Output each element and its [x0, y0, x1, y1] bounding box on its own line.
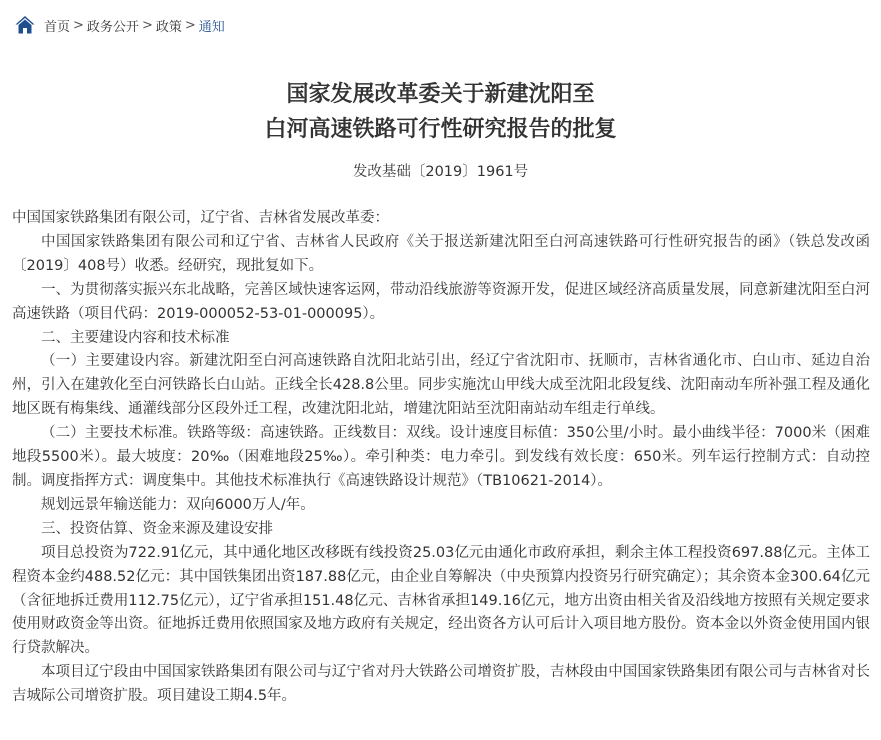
section-heading-investment: 三、投资估算、资金来源及建设安排 — [41, 520, 273, 537]
document-title — [0, 77, 881, 147]
breadcrumb-separator: > — [141, 17, 153, 33]
section-heading-construction: 二、主要建设内容和技术标准 — [41, 329, 230, 346]
paragraph-capital-expansion: 本项目辽宁段由中国国家铁路集团有限公司与辽宁省对丹大铁路公司增资扩股，吉林段由中国国家铁路集团有限公司与吉林省对长吉城际公司增资扩股。项目建设工期4.5年。 — [12, 664, 870, 705]
paragraph-approval: 一、为贯彻落实振兴东北战略，完善区域快速客运网，带动沿线旅游等资源开发，促进区域经济高质量发展，同意新建沈阳至白河高速铁路（项目代码：2019-000052-53-01-000095）。 — [12, 281, 870, 322]
breadcrumb-separator: > — [184, 17, 196, 33]
breadcrumb-notice-link[interactable]: 通知 — [198, 19, 225, 35]
document-body — [12, 207, 870, 709]
document-number: 发改基础〔2019〕1961号 — [352, 164, 529, 180]
paragraph-acknowledgement: 中国国家铁路集团有限公司和辽宁省、吉林省人民政府《关于报送新建沈阳至白河高速铁路可行性研究报告的函》（铁总发改函〔2019〕408号）收悉。经研究，现批复如下。 — [12, 233, 870, 274]
breadcrumb-government-affairs-link[interactable]: 政务公开 — [86, 19, 139, 35]
home-icon[interactable] — [14, 14, 36, 36]
paragraph-construction-content: （一）主要建设内容。新建沈阳至白河高速铁路自沈阳北站引出，经辽宁省沈阳市、抚顺市，吉林省通化市、白山市、延边自治州，引入在建敦化至白河铁路长白山站。正线全长428.8公里。同步实施沈山甲线大成至沈阳北段复线、沈阳南动车所补强工程及通化地区既有梅集线、通灌线部分区段外迁工程，改建沈阳北站，增建沈阳站至沈阳南站动车组走行单线。 — [12, 353, 870, 418]
paragraph-technical-standards: （二）主要技术标准。铁路等级：高速铁路。正线数目：双线。设计速度目标值：350公里/小时。最小曲线半径：7000米（困难地段5500米）。最大坡度：20‰（困难地段25‰）。牵引种类：电力牵引。到发线有效长度：650米。列车运行控制方式：自动控制。调度指挥方式：调度集中。其他技术标准执行《高速铁路设计规范》（TB10621-2014）。 — [12, 425, 870, 489]
breadcrumb-separator: > — [73, 17, 84, 33]
paragraph-investment: 项目总投资为722.91亿元，其中通化地区改移既有线投资25.03亿元由通化市政府承担，剩余主体工程投资697.88亿元。主体工程资本金约488.52亿元：其中国铁集团出资187.88亿元，由企业自筹解决（中央预算内投资另行研究确定）；其余资本金300.64亿元（含征地拆迁费用112.75亿元），辽宁省承担151.48亿元、吉林省承担149.16亿元，地方出资由相关省及沿线地方按照有关规定要求使用财政资金等出资。征地拆迁费用依照国家及地方政府有关规定，经出资各方认可后计入项目地方股份。资本金以外资金使用国内银行贷款解决。 — [12, 544, 870, 657]
addressee: 中国国家铁路集团有限公司，辽宁省、吉林省发展改革委： — [12, 210, 389, 226]
title-line-2: 白河高速铁路可行性研究报告的批复 — [264, 116, 617, 142]
title-line-1: 国家发展改革委关于新建沈阳至 — [286, 81, 595, 107]
paragraph-transport-capacity: 规划远景年输送能力：双向6000万人/年。 — [41, 496, 315, 513]
breadcrumb — [14, 12, 225, 38]
breadcrumb-home-link[interactable]: 首页 — [44, 19, 71, 35]
breadcrumb-policy-link[interactable]: 政策 — [155, 19, 182, 35]
